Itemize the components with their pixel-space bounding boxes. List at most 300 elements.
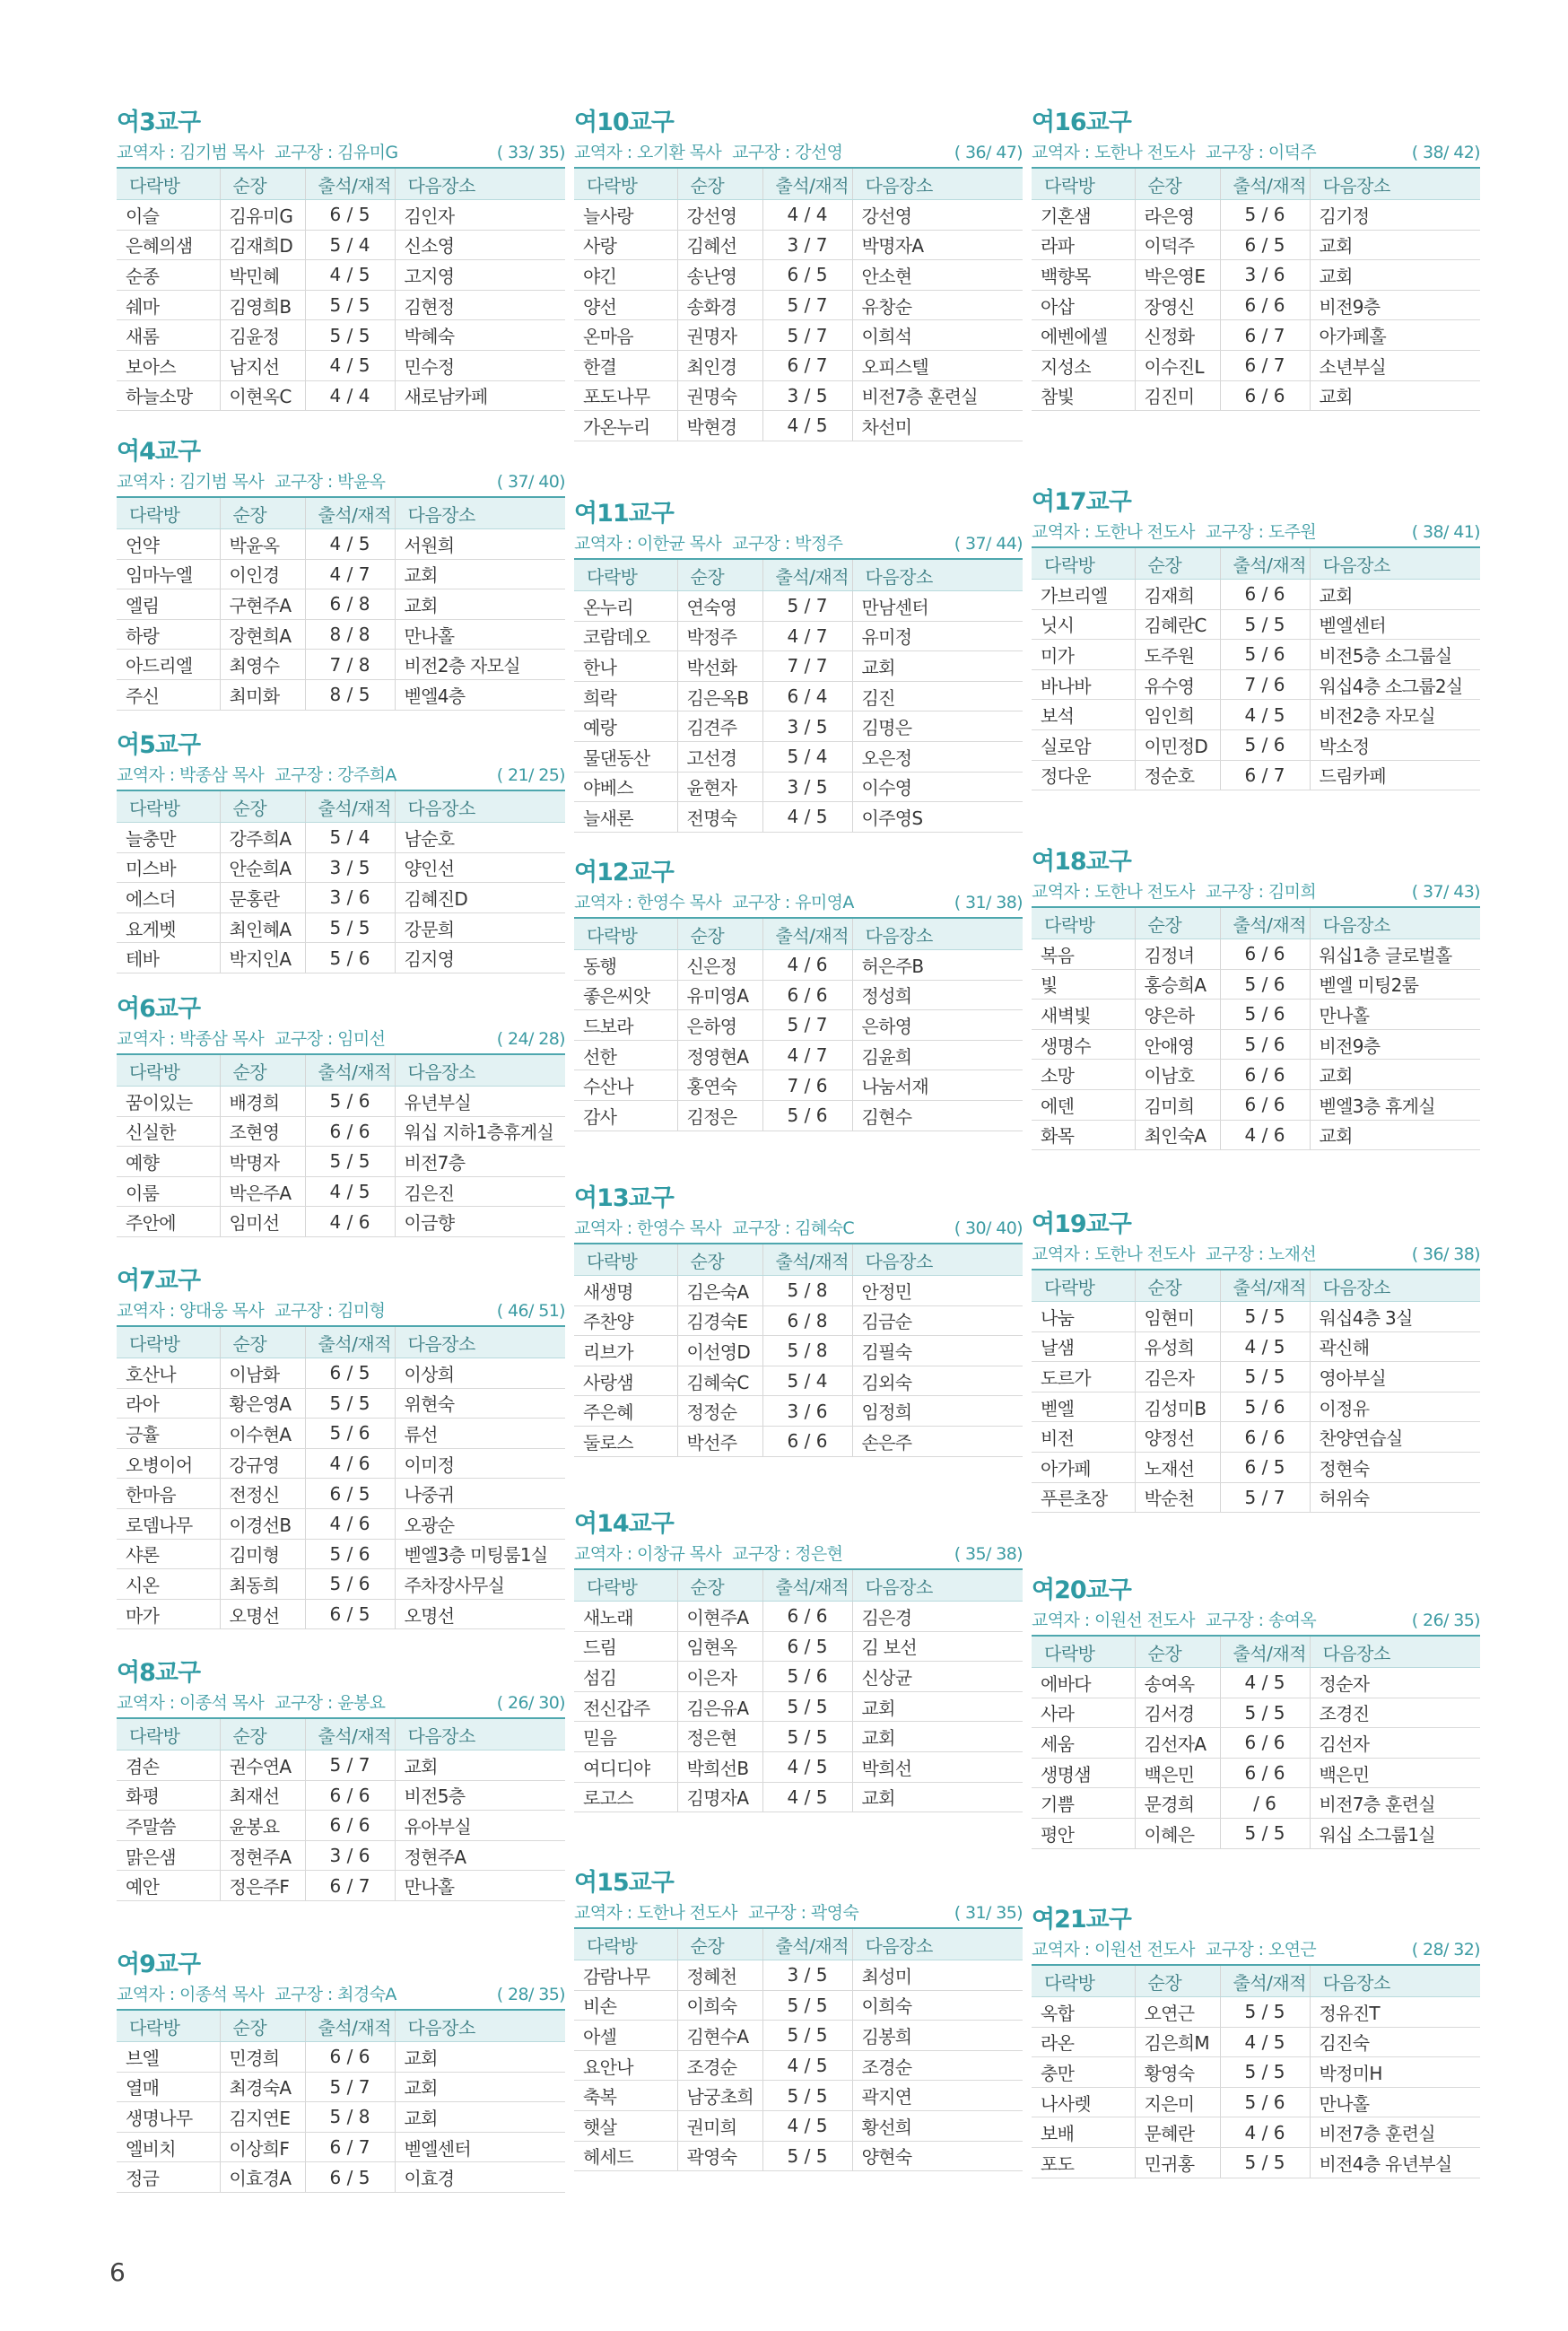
table-row [117,823,565,853]
leader-name: 박지인A [220,943,305,973]
meeting-place: 교회 [852,1722,1023,1752]
meeting-place: 김인자 [395,200,565,231]
leader-name: 정은주F [220,1871,305,1901]
table-row [1032,380,1480,411]
district-staff [1032,519,1412,545]
attendance: 7 / 7 [762,651,852,682]
group-name: 날샘 [1032,1331,1135,1362]
group-name: 좋은씨앗 [574,980,677,1010]
group-table [574,560,1023,833]
meeting-place: 교회 [1310,380,1480,411]
table-row [574,1100,1023,1131]
attendance: 5 / 6 [1220,1000,1310,1030]
leader-name: 김혜란C [1135,609,1220,640]
column-header: 출석/재적 [762,1570,852,1602]
column-header: 다음장소 [1310,1966,1480,1997]
column-header: 다음장소 [1310,548,1480,580]
table-row [574,1426,1023,1456]
attendance: 5 / 6 [305,1569,395,1600]
attendance: 5 / 7 [305,1750,395,1781]
meeting-place: 허은주B [852,950,1023,981]
leader-name: 남지선 [220,350,305,380]
leader-label: 교구장 : 유미영A [732,893,854,912]
column-header: 다락방 [117,1055,220,1087]
attendance: 5 / 4 [762,1366,852,1396]
pastor-label: 교역자 : 이한균 목사 [574,534,722,554]
group-name: 미가 [1032,640,1135,670]
leader-label: 교구장 : 정은현 [732,1544,843,1564]
table-row [117,2132,565,2162]
leader-name: 최경숙A [220,2072,305,2102]
district-title: 여8교구 [117,1659,201,1687]
attendance: 5 / 7 [762,290,852,320]
column-header: 출석/재적 [762,1244,852,1276]
leader-name: 구현주A [220,589,305,620]
attendance: 6 / 7 [1220,320,1310,351]
group-name: 주은혜 [574,1396,677,1427]
attendance: 6 / 5 [305,200,395,231]
group-name: 오병이어 [117,1448,220,1479]
table-row [574,411,1023,441]
column-header: 출석/재적 [305,1719,395,1750]
group-name: 주찬양 [574,1305,677,1336]
table-row [1032,1788,1480,1819]
leader-name: 도주원 [1135,640,1220,670]
leader-name: 최재선 [220,1780,305,1811]
attendance: 5 / 5 [1220,2057,1310,2088]
leader-name: 박은영E [1135,260,1220,291]
leader-label: 교구장 : 김미형 [274,1301,386,1321]
district-meta [117,469,565,494]
leader-name: 정혜천 [677,1960,762,1991]
leader-name: 박선주 [677,1426,762,1456]
table-row [1032,2117,1480,2148]
group-name: 하랑 [117,619,220,650]
meeting-place: 김윤희 [852,1040,1023,1070]
leader-name: 김은유A [677,1691,762,1722]
column-header: 순장 [677,560,762,591]
district-meta [1032,1242,1480,1267]
meeting-place: 박소정 [1310,729,1480,760]
column-header: 다음장소 [852,1244,1023,1276]
group-name: 충만 [1032,2057,1135,2088]
attendance: 4 / 6 [305,1508,395,1539]
column-header: 다음장소 [852,919,1023,950]
group-name: 새벽빛 [1032,1000,1135,1030]
leader-name: 김선자A [1135,1728,1220,1759]
meeting-place: 정순자 [1310,1668,1480,1698]
attendance: 5 / 5 [762,2021,852,2051]
meeting-place: 박희선 [852,1751,1023,1782]
column-header: 출석/재적 [762,919,852,950]
meeting-place: 양현숙 [852,2141,1023,2171]
attendance-total: ( 35/ 38) [954,1544,1023,1564]
district-meta [1032,140,1480,165]
attendance: 4 / 7 [762,1040,852,1070]
attendance: 6 / 5 [1220,1452,1310,1482]
attendance: 5 / 7 [762,1010,852,1041]
attendance: 4 / 5 [1220,1331,1310,1362]
group-name: 시온 [117,1569,220,1600]
group-name: 라온 [1032,2027,1135,2057]
table-row [1032,1060,1480,1090]
column-header: 순장 [1135,1270,1220,1302]
pastor-label: 교역자 : 양대웅 목사 [117,1301,265,1321]
attendance: 4 / 5 [1220,2027,1310,2057]
district-title: 여7교구 [117,1267,201,1295]
leader-label: 교구장 : 김유미G [274,143,398,162]
attendance: 5 / 5 [1220,1362,1310,1392]
leader-label: 교구장 : 임미선 [274,1029,386,1049]
leader-label: 교구장 : 박윤옥 [274,472,386,492]
column-header: 출석/재적 [305,791,395,823]
district-block [1032,106,1480,411]
group-name: 도르가 [1032,1362,1135,1392]
leader-name: 임현옥 [677,1631,762,1662]
group-table [574,1244,1023,1457]
table-row [574,200,1023,231]
attendance: 6 / 6 [305,2042,395,2073]
group-name: 새노래 [574,1602,677,1632]
leader-name: 김현수A [677,2021,762,2051]
leader-name: 조현영 [220,1116,305,1147]
group-name: 브엘 [117,2042,220,2073]
column-header: 다음장소 [852,560,1023,591]
leader-name: 문경희 [1135,1788,1220,1819]
group-name: 축복 [574,2081,677,2111]
table-header-row [1032,169,1480,200]
pastor-label: 교역자 : 한영수 목사 [574,893,722,912]
leader-name: 정현주A [220,1840,305,1871]
group-name: 에덴 [1032,1089,1135,1120]
group-name: 긍휼 [117,1419,220,1449]
leader-name: 이경선B [220,1508,305,1539]
meeting-place: 신소영 [395,230,565,260]
leader-name: 김견주 [677,712,762,742]
leader-name: 윤현자 [677,772,762,802]
meeting-place: 고지영 [395,260,565,291]
leader-name: 이상희F [220,2132,305,2162]
table-row [117,883,565,913]
table-row [574,2141,1023,2171]
table-row [1032,1997,1480,2028]
table-row [574,380,1023,411]
table-row [574,1722,1023,1752]
district-block [574,856,1023,1131]
district-staff [117,763,497,788]
column-header: 다음장소 [852,1570,1023,1602]
meeting-place: 벧엘3층 휴게실 [1310,1089,1480,1120]
meeting-place: 김현정 [395,290,565,320]
table-row [574,260,1023,291]
column-header: 순장 [220,169,305,200]
table-row [1032,350,1480,380]
meeting-place: 교회 [395,559,565,589]
pastor-label: 교역자 : 이창규 목사 [574,1544,722,1564]
attendance: 4 / 5 [305,350,395,380]
leader-name: 김은자 [1135,1362,1220,1392]
column-header: 다락방 [117,1327,220,1358]
column-header: 다락방 [574,169,677,200]
leader-name: 박은주A [220,1176,305,1207]
table-header-row [117,1327,565,1358]
attendance: 4 / 5 [305,529,395,560]
district-staff [117,1026,497,1052]
district-meta [574,1216,1023,1241]
leader-name: 김서경 [1135,1698,1220,1728]
leader-label: 교구장 : 윤봉요 [274,1693,386,1713]
column-header: 다음장소 [395,169,565,200]
meeting-place: 만나홀 [1310,2087,1480,2117]
attendance: 6 / 7 [1220,760,1310,790]
meeting-place: 김필숙 [852,1336,1023,1366]
meeting-place: 손은주 [852,1426,1023,1456]
column-header: 순장 [677,169,762,200]
leader-name: 박현경 [677,411,762,441]
group-name: 엘비치 [117,2132,220,2162]
group-name: 주말씀 [117,1811,220,1841]
leader-name: 송여옥 [1135,1668,1220,1698]
meeting-place: 이희숙 [852,1990,1023,2021]
district-staff [1032,140,1412,165]
district-meta [1032,1937,1480,1962]
leader-name: 정순호 [1135,760,1220,790]
meeting-place: 비전9층 [1310,290,1480,320]
leader-name: 민경희 [220,2042,305,2073]
district-block [1032,1574,1480,1849]
attendance: 5 / 5 [1220,2147,1310,2178]
table-row [117,529,565,560]
district-block [117,106,565,411]
district-title: 여14교구 [574,1510,674,1538]
table-row [574,230,1023,260]
district-staff [117,1982,497,2007]
table-row [1032,1000,1480,1030]
table-row [117,619,565,650]
group-name: 온누리 [574,591,677,622]
attendance-total: ( 36/ 38) [1411,1244,1480,1264]
table-row [117,1871,565,1901]
group-name: 비전 [1032,1422,1135,1453]
group-table [117,169,565,411]
column-header: 출석/재적 [762,169,852,200]
meeting-place: 김혜진D [395,883,565,913]
group-name: 요게벳 [117,912,220,943]
attendance: 5 / 4 [305,230,395,260]
leader-label: 교구장 : 오연근 [1205,1940,1317,1960]
group-name: 백향목 [1032,260,1135,291]
attendance-total: ( 38/ 42) [1411,143,1480,162]
table-row [117,2042,565,2073]
pastor-label: 교역자 : 도한나 전도사 [1032,1244,1195,1264]
leader-name: 최영수 [220,650,305,680]
attendance: 6 / 6 [1220,939,1310,970]
meeting-place: 벧엘센터 [1310,609,1480,640]
leader-name: 김유미G [220,200,305,231]
leader-label: 교구장 : 송여옥 [1205,1611,1317,1630]
group-name: 늘충만 [117,823,220,853]
table-row [1032,320,1480,351]
group-name: 지성소 [1032,350,1135,380]
group-name: 야긴 [574,260,677,291]
meeting-place: 교회 [1310,230,1480,260]
leader-name: 김정은 [677,1100,762,1131]
meeting-place: 비전7층 [395,1147,565,1177]
column-header: 순장 [1135,1966,1220,1997]
meeting-place: 백은민 [1310,1758,1480,1788]
table-row [117,2072,565,2102]
pastor-label: 교역자 : 한영수 목사 [574,1218,722,1238]
group-name: 주신 [117,679,220,710]
leader-name: 김혜선 [677,230,762,260]
attendance: 3 / 5 [762,772,852,802]
group-name: 평안 [1032,1818,1135,1848]
column-header: 다음장소 [395,2011,565,2042]
group-name: 선한 [574,1040,677,1070]
column-header: 다음장소 [395,498,565,529]
table-row [574,651,1023,682]
column-header: 순장 [220,1055,305,1087]
district-staff [574,531,954,556]
attendance: 4 / 5 [762,2050,852,2081]
district-staff [117,469,497,494]
group-table [1032,908,1480,1150]
group-name: 언약 [117,529,220,560]
group-name: 예랑 [574,712,677,742]
leader-name: 최미화 [220,679,305,710]
table-row [574,350,1023,380]
column-header: 다락방 [1032,908,1135,939]
column-header: 다락방 [574,1570,677,1602]
meeting-place: 교회 [852,1782,1023,1812]
district-title: 여5교구 [117,731,201,759]
leader-name: 이수현A [220,1419,305,1449]
table-row [574,741,1023,772]
table-header-row [117,498,565,529]
group-name: 은혜의샘 [117,230,220,260]
district-meta [1032,1608,1480,1633]
table-row [574,980,1023,1010]
pastor-label: 교역자 : 김기범 목사 [117,472,265,492]
district-staff [1032,1937,1412,1962]
attendance-total: ( 37/ 43) [1411,882,1480,902]
attendance: 4 / 4 [762,200,852,231]
column-header: 다음장소 [395,1055,565,1087]
pastor-label: 교역자 : 이원선 전도사 [1032,1611,1195,1630]
meeting-place: 김명은 [852,712,1023,742]
attendance: 5 / 5 [305,1388,395,1419]
table-row [117,912,565,943]
leader-name: 이현주A [677,1602,762,1632]
leader-name: 홍연숙 [677,1070,762,1101]
meeting-place: 이정유 [1310,1392,1480,1422]
group-name: 열매 [117,2072,220,2102]
meeting-place: 소년부실 [1310,350,1480,380]
leader-name: 정은현 [677,1722,762,1752]
group-name: 생명나무 [117,2102,220,2133]
leader-name: 박정주 [677,621,762,651]
meeting-place: 곽신해 [1310,1331,1480,1362]
table-row [117,1176,565,1207]
meeting-place: 김은경 [852,1602,1023,1632]
column-header: 다락방 [117,1719,220,1750]
column-header: 순장 [1135,169,1220,200]
attendance: 8 / 5 [305,679,395,710]
table-row [1032,700,1480,730]
meeting-place: 박명자A [852,230,1023,260]
district-title: 여12교구 [574,859,674,886]
leader-label: 교구장 : 이덕주 [1205,143,1317,162]
group-table [574,919,1023,1131]
leader-name: 연숙영 [677,591,762,622]
meeting-place: 정유진T [1310,1997,1480,2028]
attendance-total: ( 26/ 30) [496,1693,565,1713]
leader-name: 김경숙E [677,1305,762,1336]
attendance: 5 / 6 [1220,969,1310,1000]
attendance: 4 / 6 [305,1448,395,1479]
attendance: 5 / 6 [305,943,395,973]
leader-name: 이현옥C [220,380,305,411]
attendance: 6 / 8 [762,1305,852,1336]
attendance-total: ( 38/ 41) [1411,522,1480,542]
column-header: 다음장소 [1310,169,1480,200]
group-name: 화목 [1032,1120,1135,1150]
leader-name: 권수연A [220,1750,305,1781]
leader-name: 김은숙A [677,1276,762,1306]
group-name: 사라 [1032,1698,1135,1728]
table-row [117,1569,565,1600]
leader-name: 이민정D [1135,729,1220,760]
table-row [1032,1728,1480,1759]
column-header: 순장 [677,919,762,950]
table-row [1032,760,1480,790]
table-row [117,1479,565,1509]
attendance: 6 / 8 [305,589,395,620]
group-name: 실로암 [1032,729,1135,760]
leader-label: 교구장 : 김미희 [1205,882,1317,902]
group-name: 햇살 [574,2110,677,2141]
district-meta [574,1900,1023,1925]
column-header: 출석/재적 [1220,548,1310,580]
leader-label: 교구장 : 곽영숙 [747,1903,859,1923]
group-name: 에바다 [1032,1668,1135,1698]
leader-name: 김영희B [220,290,305,320]
table-row [574,1751,1023,1782]
group-name: 코람데오 [574,621,677,651]
attendance: 5 / 5 [305,320,395,351]
meeting-place: 영아부실 [1310,1362,1480,1392]
attendance: 5 / 5 [1220,609,1310,640]
group-table [1032,548,1480,790]
column-header: 출석/재적 [762,1929,852,1960]
leader-name: 박선화 [677,651,762,682]
leader-name: 정정순 [677,1396,762,1427]
table-row [1032,939,1480,970]
leader-label: 교구장 : 도주원 [1205,522,1317,542]
meeting-place: 안소현 [852,260,1023,291]
table-header-row [1032,1637,1480,1668]
meeting-place: 조경순 [852,2050,1023,2081]
attendance: 8 / 8 [305,619,395,650]
attendance: 4 / 5 [762,802,852,833]
table-row [1032,2087,1480,2117]
district-meta [574,140,1023,165]
meeting-place: 만나홀 [395,1871,565,1901]
column-header: 출석/재적 [762,560,852,591]
leader-name: 최인숙A [1135,1120,1220,1150]
attendance: 4 / 5 [305,1176,395,1207]
attendance: 5 / 5 [762,2141,852,2171]
